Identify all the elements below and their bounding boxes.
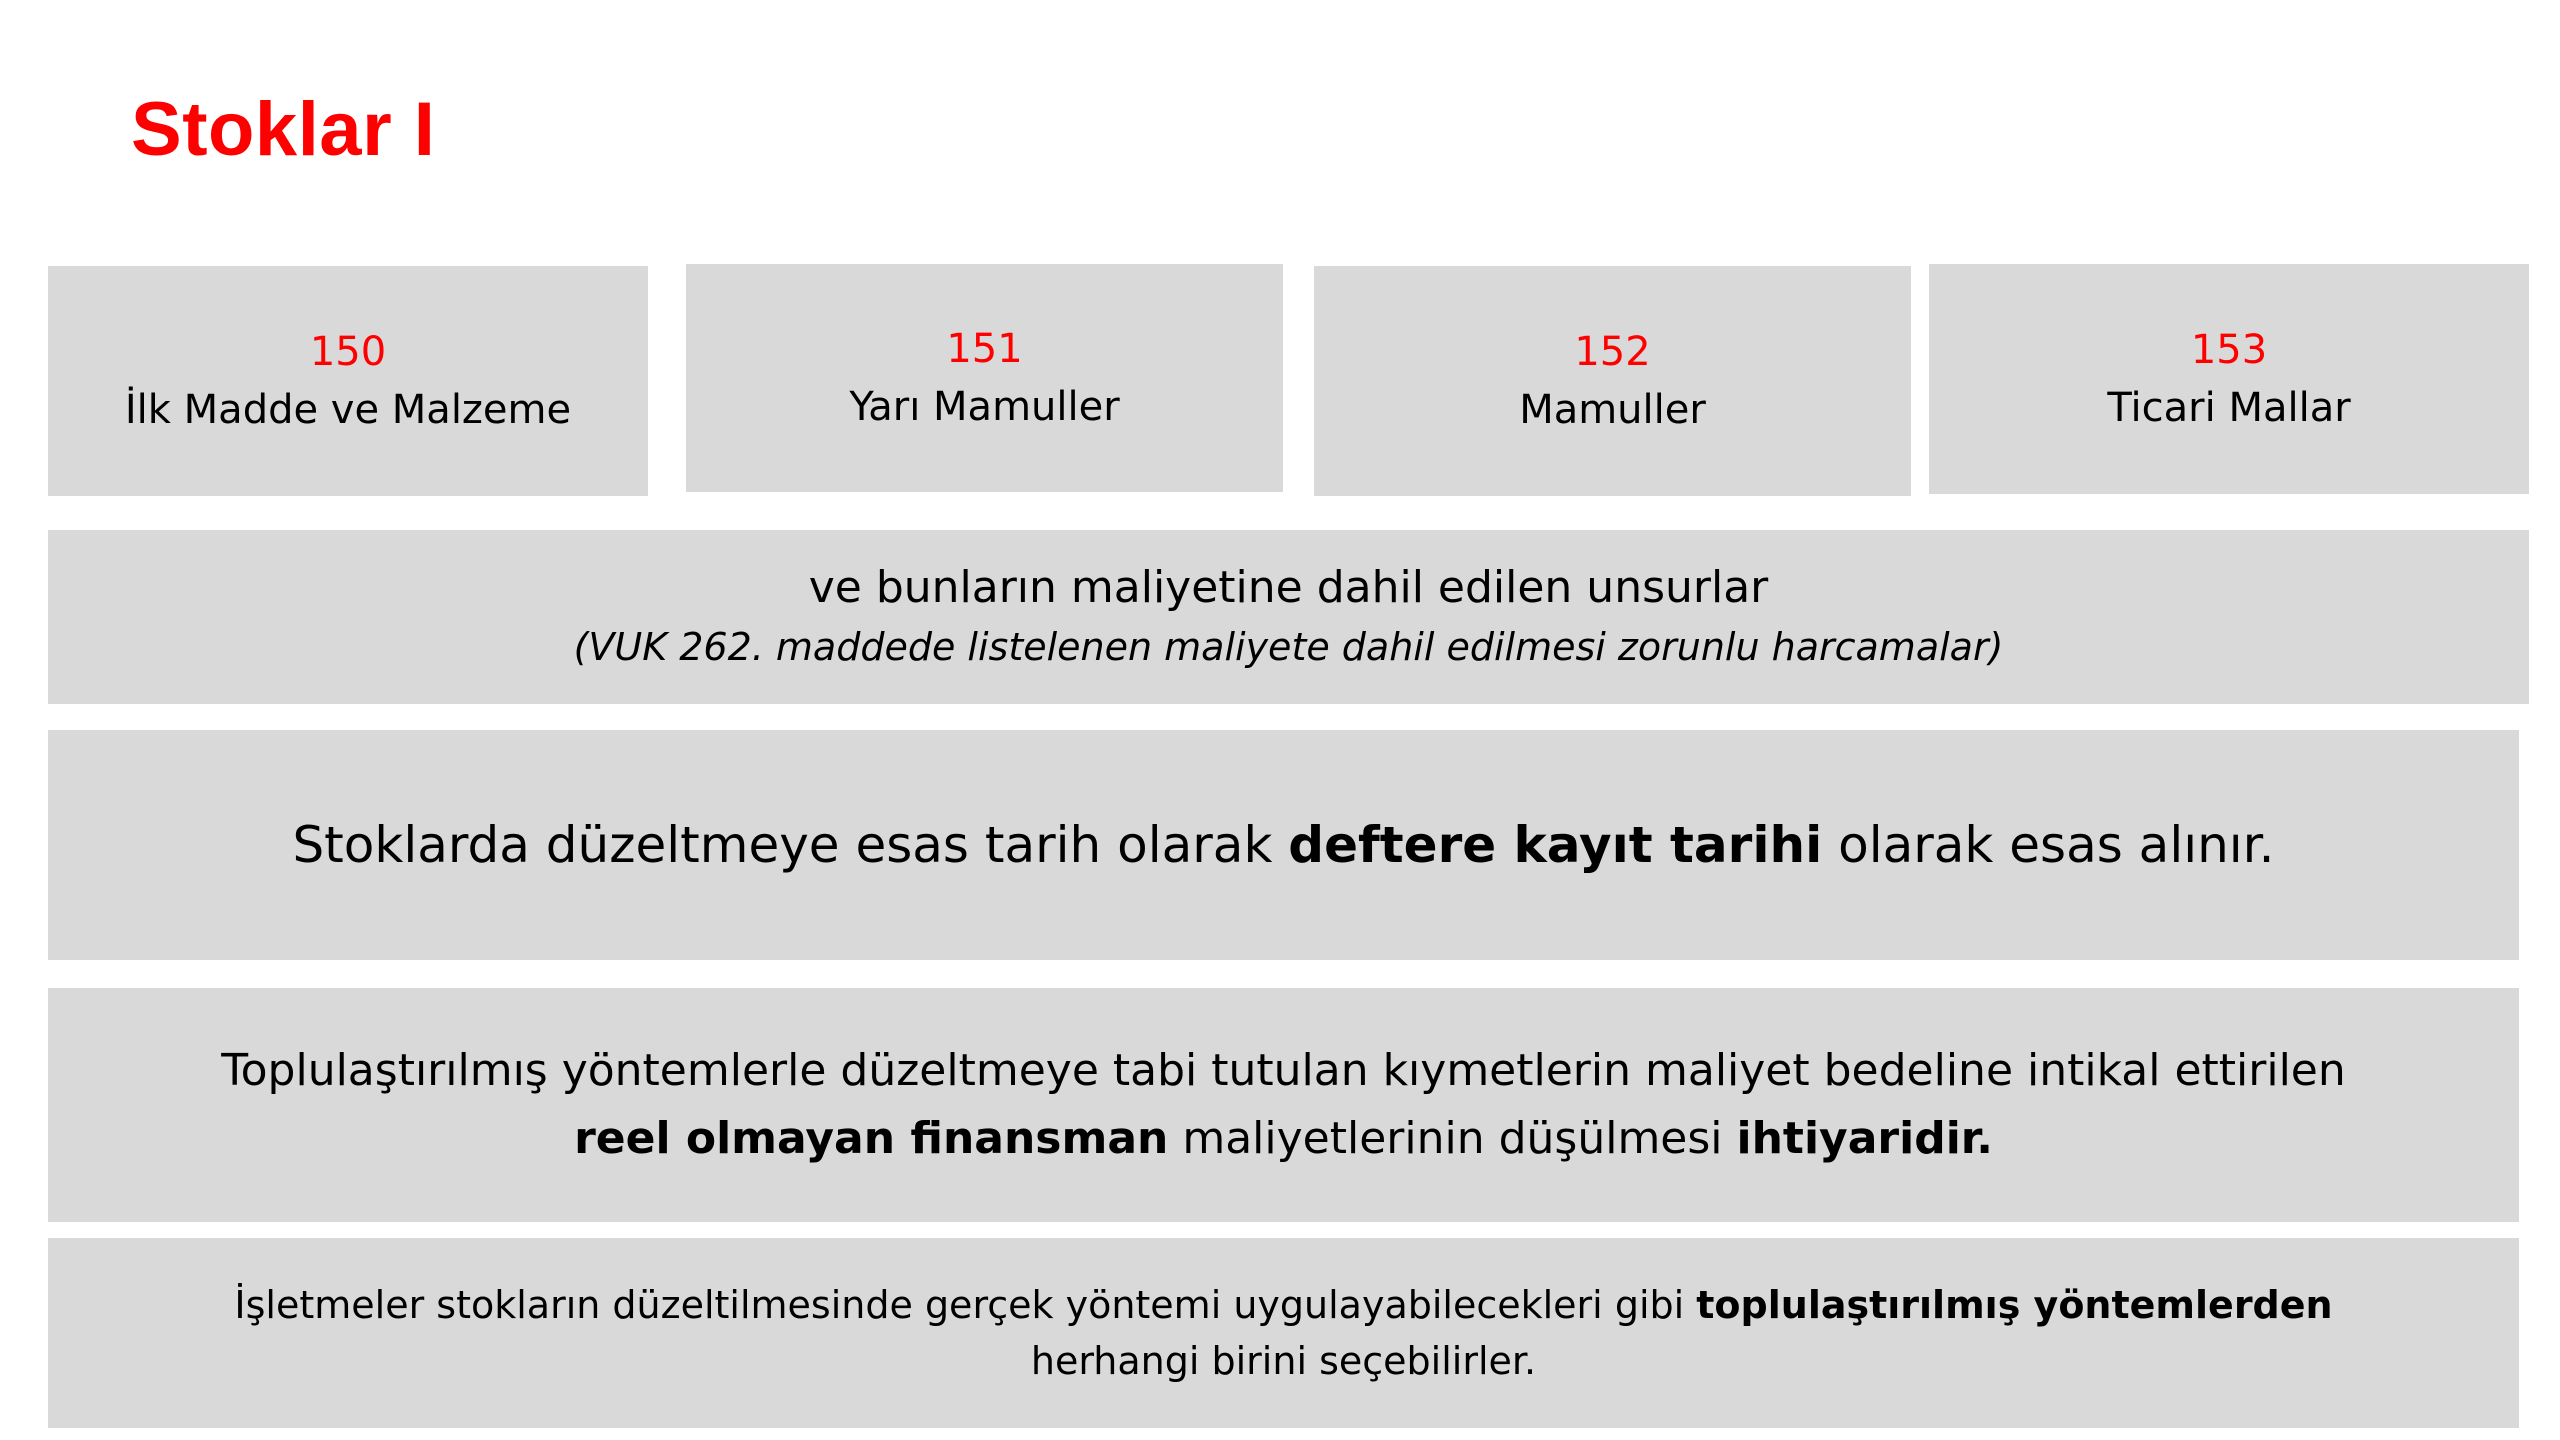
slide-title: Stoklar I [131,87,436,172]
method-rule-box [48,1238,2519,1428]
date-rule-text: Stoklarda düzeltmeye esas tarih olarak deftere kayıt tarihi olarak esas alınır. [292,816,2275,874]
account-number: 152 [1574,329,1651,375]
method-rule-text: İşletmeler stokların düzeltilmesinde gerçek yöntemi uygulayabilecekleri gibi toplulaştırılmış yöntemlerden herhangi birini seçebilirler. [234,1283,2333,1383]
cost-elements-text: ve bunların maliyetine dahil edilen unsurlar [808,562,1769,613]
financing-rule-box [48,988,2519,1222]
account-number: 153 [2190,327,2268,373]
financing-rule-optional: ihtiyaridir. [1736,1113,1993,1164]
financing-rule-emphasis: reel olmayan finansman [574,1113,1169,1164]
account-name: Ticari Mallar [2107,385,2351,431]
account-name: Yarı Mamuller [849,384,1120,430]
account-number: 151 [946,326,1023,372]
account-box-152 [1314,266,1911,496]
financing-rule-text: Toplulaştırılmış yöntemlerle düzeltmeye tabi tutulan kıymetlerin maliyet bedeline intikal ettirilen reel olmayan finansman maliyetlerinin düşülmesi ihtiyaridir. [221,1045,2346,1164]
date-rule-box [48,730,2519,960]
date-rule-emphasis: deftere kayıt tarihi [1288,816,1823,874]
account-box-153 [1929,264,2529,494]
account-name: İlk Madde ve Malzeme [124,387,572,433]
cost-elements-box [48,530,2529,704]
method-rule-emphasis: toplulaştırılmış yöntemlerden [1696,1283,2333,1327]
account-box-150 [48,266,648,496]
account-name: Mamuller [1519,387,1706,433]
cost-elements-note: (VUK 262. maddede listelenen maliyete dahil edilmesi zorunlu harcamalar) [573,625,2004,669]
account-number: 150 [309,329,387,375]
account-box-151 [686,264,1283,492]
